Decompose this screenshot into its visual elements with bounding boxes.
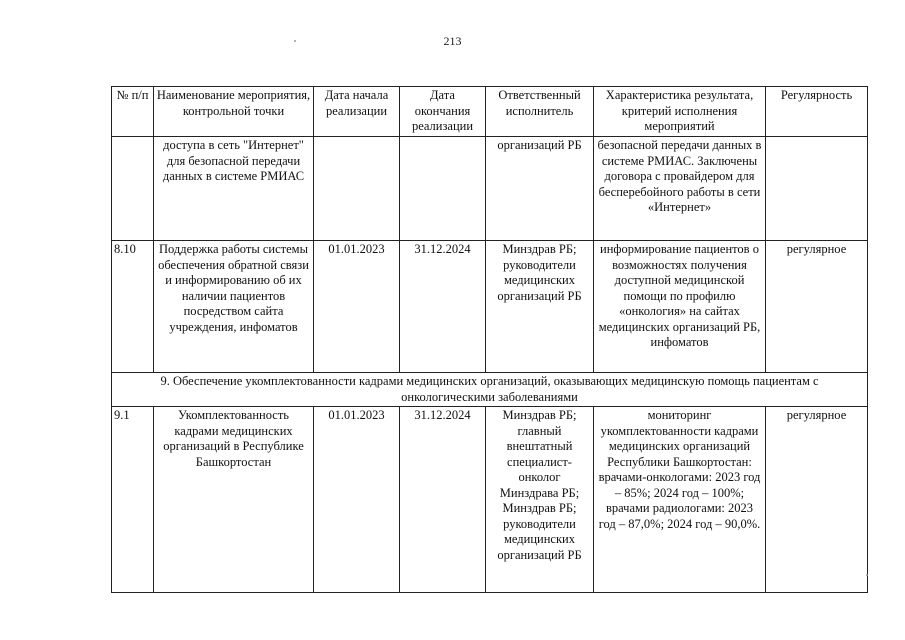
cell-name: Укомплектованность кадрами медицинских организаций в Республике Башкортостан [154, 407, 314, 593]
cell-regularity: регулярное [766, 407, 868, 593]
header-number: № п/п [112, 87, 154, 137]
cell-start-date: 01.01.2023 [314, 407, 400, 593]
table-row [112, 407, 868, 593]
scan-speck [294, 40, 296, 42]
table-header-row [112, 87, 868, 137]
section-row [112, 373, 868, 407]
cell-executor: организаций РБ [486, 137, 594, 241]
table-row [112, 241, 868, 373]
header-result: Характеристика результата, критерий исполнения мероприятий [594, 87, 766, 137]
header-executor: Ответственный исполнитель [486, 87, 594, 137]
cell-result: мониторинг укомплектованности кадрами медицинских организаций Республики Башкортостан: врачами-онкологами: 2023 год – 85%; 2024 год – 100%; врачами радиологами: 2023 год – 87,0%; 2024 год – 90,0%. [594, 407, 766, 593]
cell-result: безопасной передачи данных в системе РМИАС. Заключены договора с провайдером для бесперебойного работы в сети «Интернет» [594, 137, 766, 241]
cell-executor: Минздрав РБ; главный внештатный специалист-онколог Минздрава РБ; Минздрав РБ; руководители медицинских организаций РБ [486, 407, 594, 593]
activities-table [111, 86, 868, 593]
cell-regularity: регулярное [766, 241, 868, 373]
section-heading: 9. Обеспечение укомплектованности кадрами медицинских организаций, оказывающих медицинскую помощь пациентам с онкологическими заболеваниями [112, 373, 868, 407]
cell-start-date: 01.01.2023 [314, 241, 400, 373]
cell-name: доступа в сеть "Интернет" для безопасной передачи данных в системе РМИАС [154, 137, 314, 241]
cell-start-date [314, 137, 400, 241]
cell-name: Поддержка работы системы обеспечения обратной связи и информированию об их наличии пациентов посредством сайта учреждения, инфоматов [154, 241, 314, 373]
cell-end-date [400, 137, 486, 241]
cell-end-date: 31.12.2024 [400, 241, 486, 373]
table-row [112, 137, 868, 241]
scan-speck [866, 574, 868, 576]
cell-number: 8.10 [112, 241, 154, 373]
header-start-date: Дата начала реализации [314, 87, 400, 137]
cell-regularity [766, 137, 868, 241]
cell-result: информирование пациентов о возможностях получения доступной медицинской помощи по профилю «онкология» на сайтах медицинских организаций РБ, инфоматов [594, 241, 766, 373]
cell-executor: Минздрав РБ; руководители медицинских организаций РБ [486, 241, 594, 373]
header-name: Наименование мероприятия, контрольной точки [154, 87, 314, 137]
cell-end-date: 31.12.2024 [400, 407, 486, 593]
cell-number: 9.1 [112, 407, 154, 593]
page-number: 213 [443, 34, 462, 48]
cell-number [112, 137, 154, 241]
header-end-date: Дата окончания реализации [400, 87, 486, 137]
header-regularity: Регулярность [766, 87, 868, 137]
